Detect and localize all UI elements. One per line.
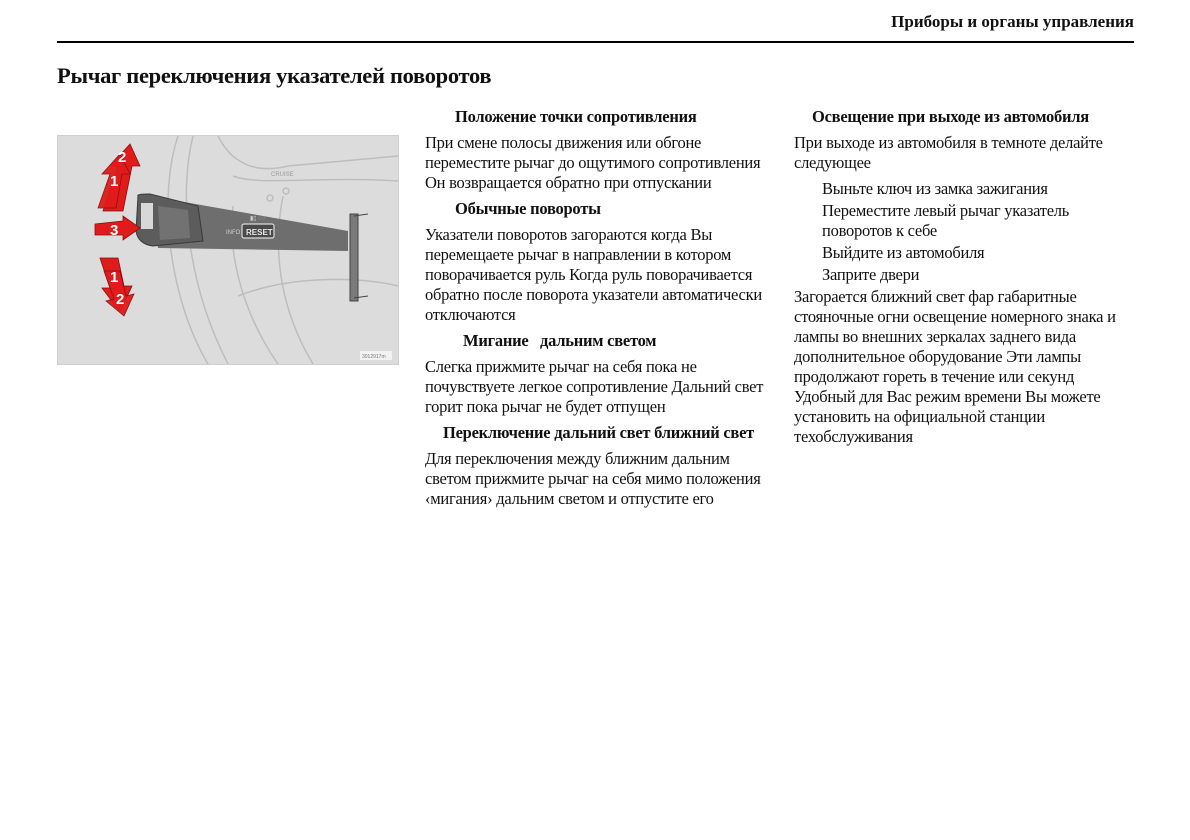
section-heading-high-beam-flash: Мигание дальним светом — [463, 331, 657, 350]
step-item: Переместите левый рычаг указатель поворотов к себе — [822, 201, 1070, 240]
svg-text:2: 2 — [118, 149, 127, 166]
section-heading-resistance-point: Положение точки сопротивления — [455, 107, 697, 126]
section-text-resistance-point: При смене полосы движения или обгоне переместите рычаг до ощутимого сопротивления Он возвращается обратно при отпускании — [425, 133, 761, 192]
turn-signal-lever-illustration — [57, 135, 399, 365]
section-heading-exit-lighting: Освещение при выходе из автомобиля — [812, 107, 1089, 126]
step-item: Выйдите из автомобиля — [822, 243, 985, 262]
svg-text:2: 2 — [116, 291, 125, 308]
exit-lighting-intro: При выходе из автомобиля в темноте делайте следующее — [794, 133, 1103, 172]
section-text-high-beam-flash: Слегка прижмите рычаг на себя пока не почувствуете легкое сопротивление Дальний свет горит пока рычаг не будет отпущен — [425, 357, 764, 416]
svg-text:CRUISE: CRUISE — [271, 172, 294, 178]
section-heading-normal-turns: Обычные повороты — [455, 199, 601, 218]
column-exit-lighting — [794, 107, 1139, 453]
column-lever-functions — [425, 107, 770, 515]
svg-text:RESET: RESET — [246, 228, 273, 237]
svg-text:3012917m: 3012917m — [362, 354, 386, 360]
step-item: Заприте двери — [822, 265, 920, 284]
svg-text:1: 1 — [110, 269, 119, 286]
svg-text:▮▯ ◌◌: ▮▯ ◌◌ — [250, 216, 266, 222]
page-title: Рычаг переключения указателей поворотов — [57, 63, 492, 88]
header-rule — [57, 41, 1134, 43]
section-text-beam-switch: Для переключения между ближним дальним светом прижмите рычаг на себя мимо положения ‹мигания› дальним светом и отпустите его — [425, 449, 761, 508]
svg-text:INFO: INFO — [226, 230, 241, 236]
exit-lighting-description: Загорается ближний свет фар габаритные стояночные огни освещение номерного знака и лампы во внешних зеркалах заднего вида дополнительное оборудование Эти лампы продолжают гореть в течение или секунд Удобный для Вас режим времени Вы можете установить на официальной станции техобслуживания — [794, 287, 1116, 446]
running-head: Приборы и органы управления — [891, 12, 1134, 31]
svg-text:3: 3 — [110, 222, 119, 239]
svg-text:1: 1 — [110, 173, 119, 190]
section-heading-beam-switch: Переключение дальний свет ближний свет — [443, 423, 755, 442]
section-text-normal-turns: Указатели поворотов загораются когда Вы перемещаете рычаг в направлении в котором поворачивается руль Когда руль поворачивается обратно после поворота указатели автоматически отключаются — [425, 225, 762, 324]
step-item: Выньте ключ из замка зажигания — [822, 179, 1048, 198]
lever-diagram-icon — [58, 136, 398, 364]
